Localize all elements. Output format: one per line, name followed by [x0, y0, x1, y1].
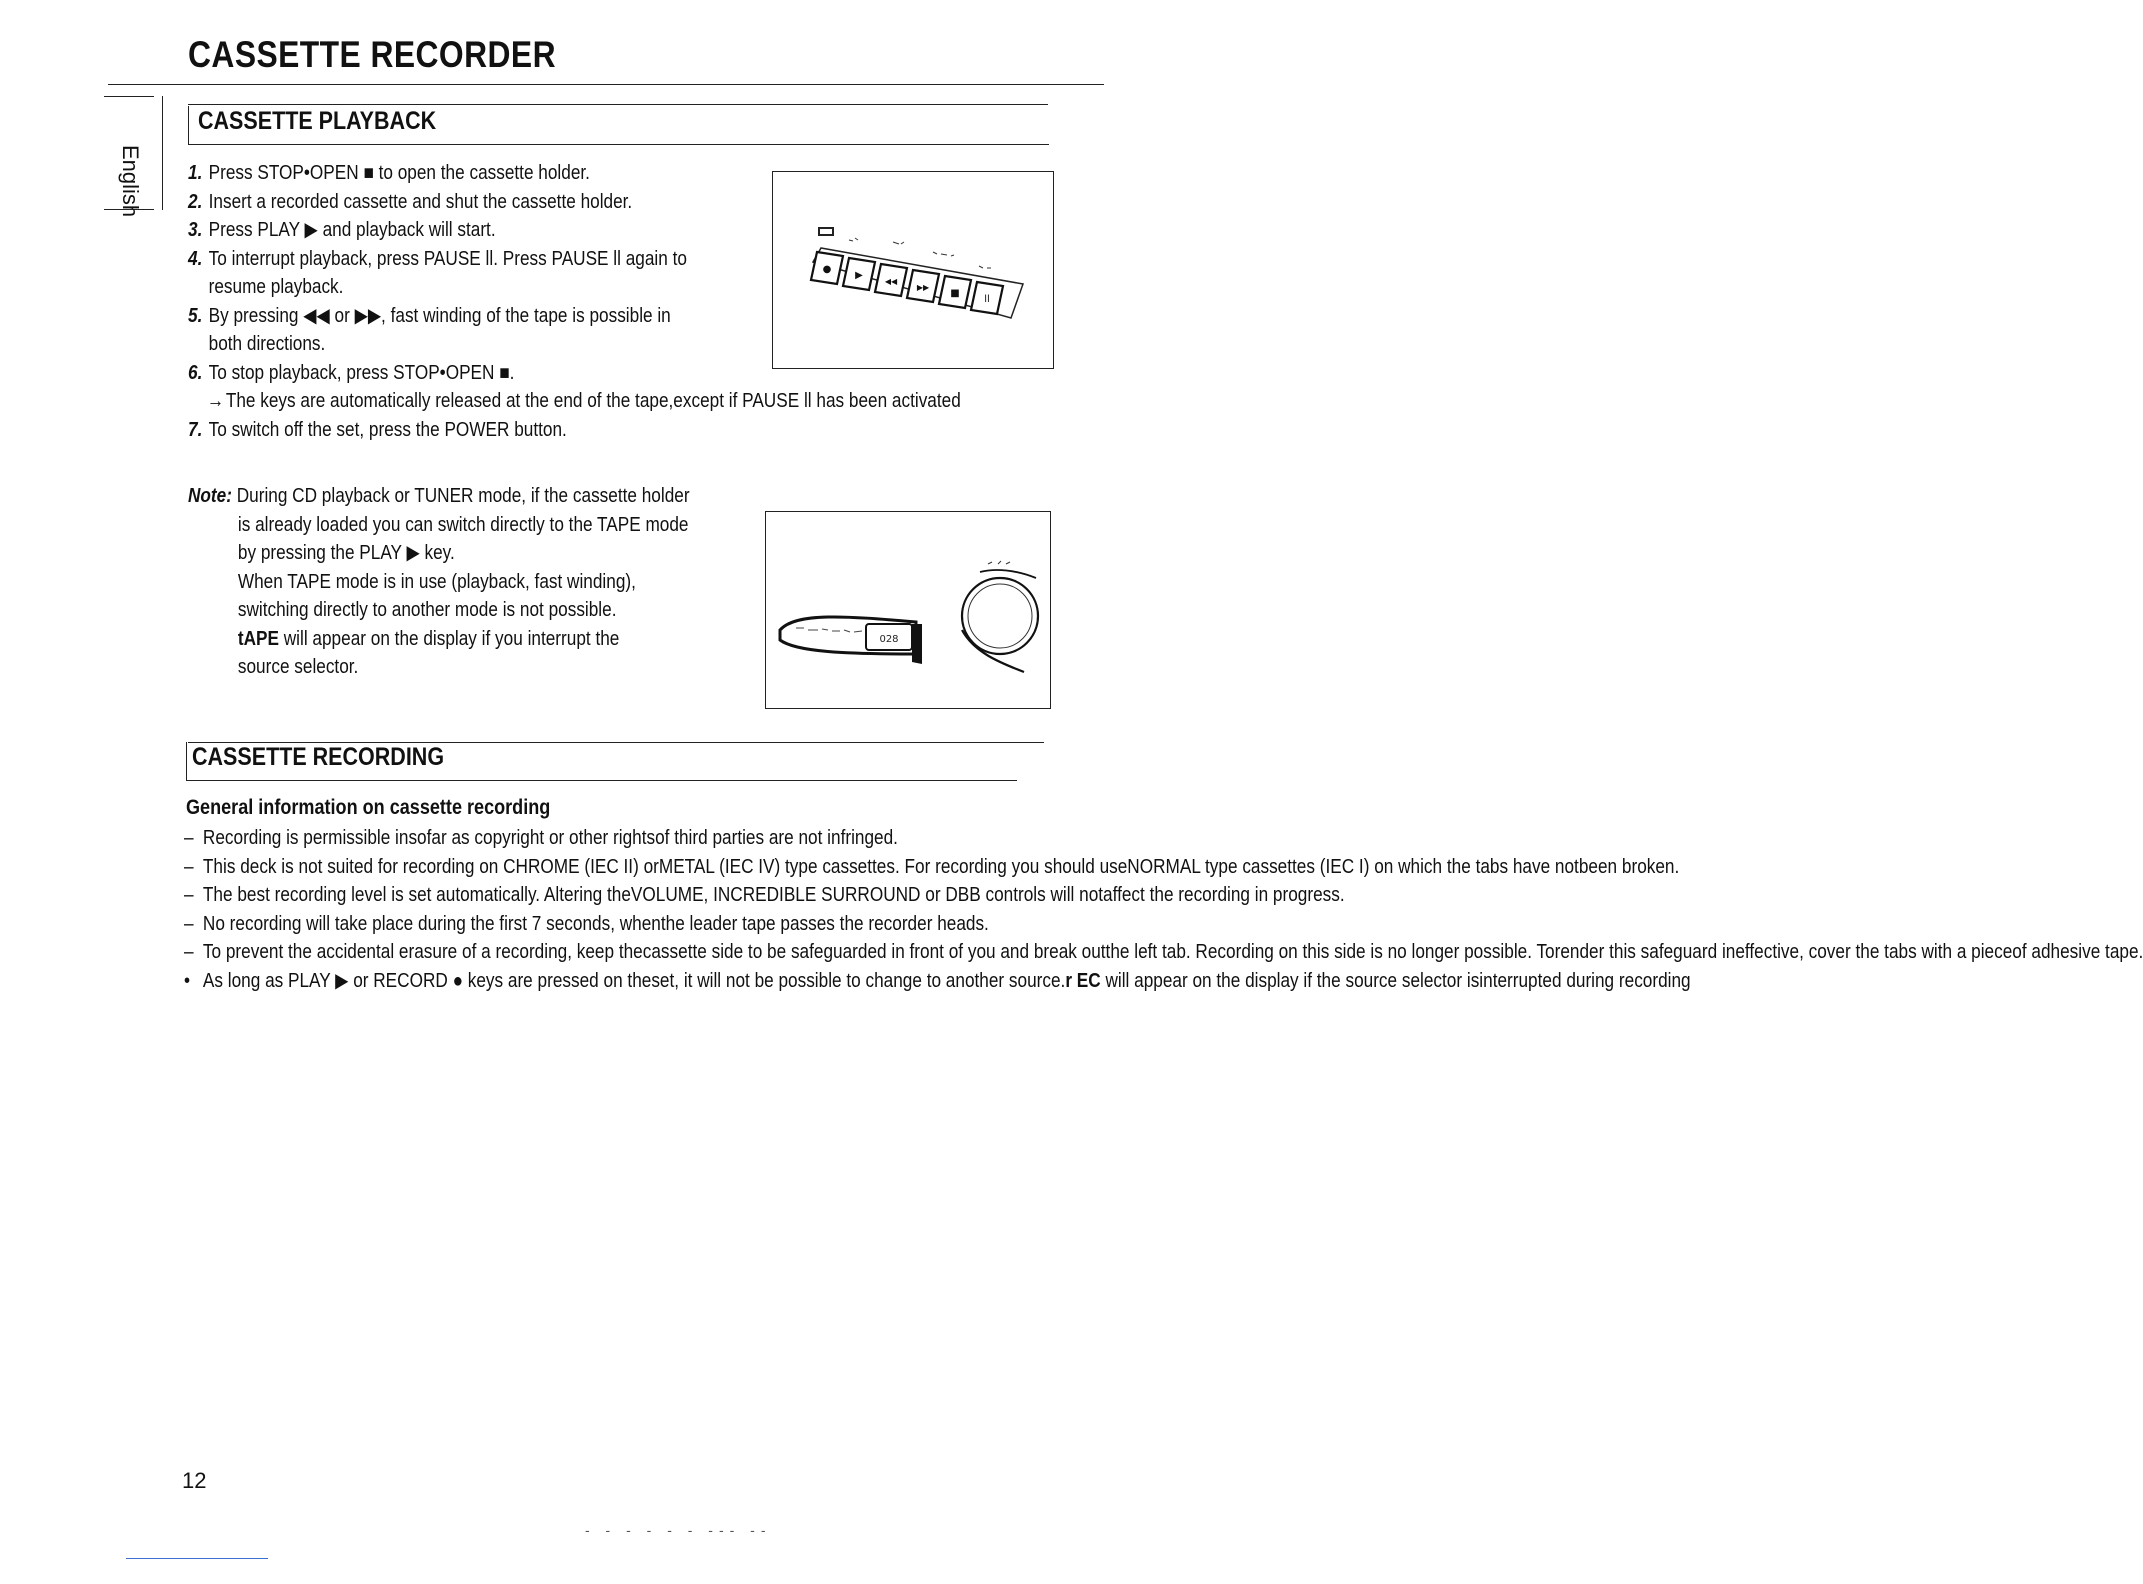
item-text: VOLUME, INCREDIBLE SURROUND or DBB controls will not	[630, 884, 1104, 906]
list-item	[184, 938, 2143, 967]
step-text: Insert a recorded cassette and shut the cassette holder.	[208, 190, 633, 213]
step-number: 4.	[188, 247, 203, 270]
note-text: During CD playback or TUNER mode, if the cassette holder	[236, 485, 690, 507]
item-text: affect the recording in progress.	[1103, 884, 1345, 906]
item-text: will appear on the display if the source selector is	[1100, 969, 1480, 992]
display-selector-illustration	[765, 511, 1051, 709]
step-number: 2.	[188, 190, 203, 213]
list-item	[184, 853, 2143, 882]
list-dash: –	[184, 941, 194, 963]
record-key-icon: ●	[822, 264, 832, 275]
step-number: 5.	[188, 304, 203, 327]
item-text: Recording is permissible insofar as copyright or other rights	[202, 827, 656, 849]
note-line: by pressing the PLAY ▶ key.	[237, 542, 455, 564]
step-number: 6.	[188, 361, 203, 384]
item-text: The best recording level is set automatically. Altering the	[202, 884, 631, 906]
transport-keys-illustration	[772, 171, 1054, 369]
display-word: tAPE	[237, 627, 279, 650]
item-text: No recording will take place during the first 7 seconds, when	[202, 912, 661, 935]
list-item	[184, 910, 2143, 939]
item-text: render this safeguard ineffective, cover the tabs with a piece	[1554, 941, 2013, 963]
item-text: To prevent the accidental erasure of a recording, keep the	[202, 941, 643, 963]
step-text: Press STOP•OPEN ■ to open the cassette holder.	[208, 162, 590, 184]
playback-heading: CASSETTE PLAYBACK	[198, 107, 437, 135]
list-dash: –	[184, 855, 194, 878]
playback-heading-rule	[188, 104, 1048, 105]
step-text: Press PLAY ▶ and playback will start.	[208, 219, 496, 241]
item-text: of adhesive tape.	[2012, 941, 2143, 963]
display-word: r EC	[1065, 969, 1101, 992]
step-number: 3.	[188, 219, 203, 241]
display-readout: 028	[879, 634, 899, 645]
step-text: both directions.	[208, 333, 326, 355]
stop-key-icon: ■	[950, 288, 960, 299]
transport-keys-drawing	[773, 172, 1053, 368]
item-text: NORMAL type cassettes (IEC I) on which the tabs have not	[1127, 855, 1579, 878]
rewind-key-icon: ◀◀	[884, 277, 898, 286]
language-tab-label: English	[118, 145, 143, 218]
step-text: To switch off the set, press the POWER button.	[208, 418, 567, 441]
item-text: This deck is not suited for recording on CHROME (IEC II) or	[202, 855, 659, 878]
note-text: will appear on the display if you interrupt the	[278, 627, 620, 650]
footer-line	[126, 1558, 268, 1559]
item-text: interrupted during recording	[1479, 969, 1691, 992]
list-dash: –	[184, 827, 194, 849]
step-text: resume playback.	[208, 276, 344, 298]
item-text: the leader tape passes the recorder heads.	[660, 912, 989, 935]
recording-items	[184, 824, 2143, 995]
scan-specks: - - - - - - --- --	[585, 1522, 772, 1538]
note-first-line	[188, 482, 690, 511]
result-text: The keys are automatically released at the end of the tape,	[225, 390, 674, 412]
page-number: 12	[182, 1468, 207, 1493]
note-block	[188, 482, 690, 682]
note-label: Note:	[188, 485, 232, 507]
item-text: cassette side to be safeguarded in front of you and break out	[642, 941, 1106, 963]
arrow-icon: →	[206, 390, 225, 412]
note-display-line	[188, 625, 690, 654]
play-key-icon: ▶	[855, 270, 863, 281]
note-line: switching directly to another mode is not possible.	[237, 599, 617, 621]
item-text: the left tab. Recording on this side is no longer possible. To	[1105, 941, 1555, 963]
list-item	[184, 881, 2143, 910]
result-text: except if PAUSE ll has been activated	[673, 390, 961, 412]
note-line: When TAPE mode is in use (playback, fast winding),	[237, 570, 636, 593]
step-number: 7.	[188, 418, 203, 441]
header-rule	[108, 84, 1104, 85]
page-title: CASSETTE RECORDER	[188, 34, 556, 75]
step-7	[188, 416, 961, 445]
list-dash: –	[184, 912, 194, 935]
step-text: By pressing ◀◀ or ▶▶, fast winding of the tape is possible in	[208, 304, 671, 327]
recording-subheading: General information on cassette recording	[186, 796, 551, 819]
step-number: 1.	[188, 162, 203, 184]
note-line: source selector.	[237, 656, 359, 678]
item-text: of third parties are not infringed.	[655, 827, 898, 849]
list-dash: –	[184, 884, 194, 906]
list-item	[184, 824, 2143, 853]
note-line: is already loaded you can switch directly to the TAPE mode	[237, 513, 689, 536]
pause-key-icon: ll	[984, 294, 990, 305]
recording-heading: CASSETTE RECORDING	[192, 743, 445, 771]
list-item	[184, 967, 2143, 996]
step-6-result	[188, 387, 961, 416]
fast-forward-key-icon: ▶▶	[916, 283, 930, 292]
item-text: As long as PLAY ▶ or RECORD ● keys are pressed on the	[202, 969, 652, 992]
display-note-line	[1065, 970, 1479, 992]
item-text: been broken.	[1578, 855, 1680, 878]
step-text: To stop playback, press STOP•OPEN ■.	[208, 361, 515, 384]
step-text: To interrupt playback, press PAUSE ll. Press PAUSE ll again to	[208, 247, 687, 270]
item-text: set, it will not be possible to change to another source.	[651, 969, 1066, 992]
display-selector-drawing	[766, 512, 1050, 708]
list-bullet: •	[184, 969, 191, 992]
item-text: METAL (IEC IV) type cassettes. For recording you should use	[658, 855, 1128, 878]
